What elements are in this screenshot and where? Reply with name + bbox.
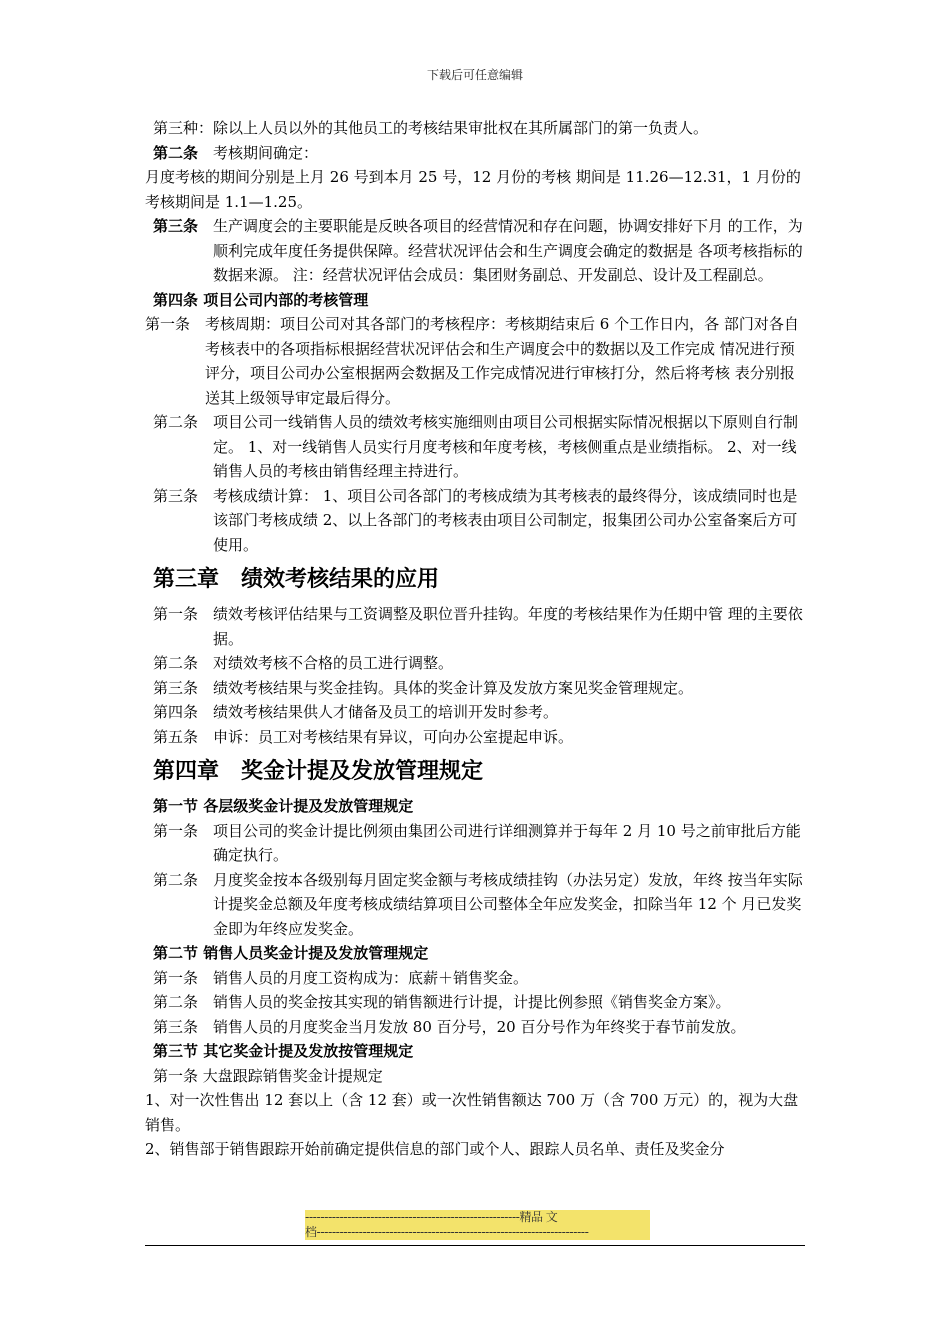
- article-period: [153, 141, 808, 166]
- article-text: 绩效考核结果与奖金挂钩。具体的奖金计算及发放方案见奖金管理规定。: [213, 678, 694, 697]
- article-label: 第二条: [153, 993, 199, 1011]
- chapter-title: 绩效考核结果的应用: [241, 567, 440, 592]
- section3-subheading: 第一条 大盘跟踪销售奖金计提规定: [153, 1066, 383, 1085]
- chapter3-article: [153, 676, 808, 701]
- page-header: 下载后可任意编辑: [426, 68, 523, 82]
- document-body: [145, 116, 808, 1162]
- section-2-heading: 第二节 销售人员奖金计提及发放管理规定: [153, 944, 429, 962]
- article-label: 第三条: [153, 217, 199, 235]
- article-label: 第二条: [153, 870, 199, 889]
- chapter-3-heading: [153, 565, 808, 595]
- article-text: 对绩效考核不合格的员工进行调整。: [213, 654, 454, 672]
- section3-paragraph: 1、对一次性售出 12 套以上（含 12 套）或一次性销售额达 700 万（含 700 万元）的，视为大盘销售。: [145, 1091, 799, 1134]
- section2-article: [153, 966, 808, 991]
- article-label: 第三条: [153, 678, 199, 697]
- article-label: 第三条: [153, 486, 199, 505]
- article-text: 考核期间确定：: [213, 143, 319, 162]
- section-1-heading: 第一节 各层级奖金计提及发放管理规定: [153, 797, 414, 815]
- article-text: 考核成绩计算： 1、项目公司各部门的考核成绩为其考核表的最终得分，该成绩同时也是该部门考核成绩 2、以上各部门的考核表由项目公司制定，报集团公司办公室备案后方可使用。: [213, 486, 798, 554]
- section3-paragraph: 2、销售部于销售跟踪开始前确定提供信息的部门或个人、跟踪人员名单、责任及奖金分: [145, 1140, 725, 1158]
- article-label: 第二条: [153, 413, 199, 431]
- footer-line-2: 档-----------------------------------------------------------------------: [305, 1225, 589, 1239]
- article-text: 生产调度会的主要职能是反映各项目的经营情况和存在问题，协调安排好下月 的工作，为顺利完成年度任务提供保障。经营状况评估会和生产调度会确定的数据是 各项考核指标的数据来源。 注：经营状况评估会成员：集团财务副总、开发副总、设计及工程副总。: [213, 217, 803, 284]
- article-text: 申诉：员工对考核结果有异议，可向办公室提起申诉。: [213, 727, 574, 746]
- article-text: 项目公司的奖金计提比例须由集团公司进行详细测算并于每年 2 月 10 号之前审批后方能确定执行。: [213, 821, 801, 864]
- article-cycle: [145, 312, 808, 410]
- article-label: 第四条: [153, 703, 199, 721]
- section-3-heading: 第三节 其它奖金计提及发放按管理规定: [153, 1042, 414, 1060]
- footer-line-1: --------------------------------------------------------精品 文: [305, 1210, 558, 1224]
- article-text: 考核周期：项目公司对其各部门的考核程序：考核期结束后 6 个工作日内，各 部门对各自考核表中的各项指标根据经营状况评估会和生产调度会中的数据以及工作完成 情况进行预评分，项目公司办公室根据两会数据及工作完成情况进行审核打分，然后将考核 表分别报送其上级领导审定最后得分。: [205, 315, 799, 407]
- article-label: 第五条: [153, 727, 199, 746]
- chapter3-article: [153, 651, 808, 676]
- chapter-number: 第四章: [153, 759, 220, 784]
- chapter3-article: [153, 725, 808, 750]
- article-label: 第二条: [153, 143, 199, 162]
- chapter-title: 奖金计提及发放管理规定: [241, 759, 484, 784]
- article-heading-internal: 第四条 项目公司内部的考核管理: [153, 290, 369, 309]
- article-dispatch-meeting: [153, 214, 808, 288]
- article-label: 第二条: [153, 654, 199, 672]
- article-text: 销售人员的月度工资构成为：底薪＋销售奖金。: [213, 968, 529, 987]
- article-label: 第一条: [153, 605, 199, 623]
- section2-article: [153, 990, 808, 1015]
- article-text: 销售人员的月度奖金当月发放 80 百分号，20 百分号作为年终奖于春节前发放。: [213, 1017, 746, 1036]
- paragraph-approval-authority: 第三种：除以上人员以外的其他员工的考核结果审批权在其所属部门的第一负责人。: [153, 119, 709, 137]
- section1-article: [153, 819, 808, 868]
- footer-divider: [145, 1245, 805, 1246]
- article-label: 第一条: [153, 968, 199, 987]
- chapter3-article: [153, 602, 808, 651]
- article-text: 销售人员的奖金按其实现的销售额进行计提，计提比例参照《销售奖金方案》。: [213, 993, 731, 1011]
- article-score-calc: [153, 484, 808, 558]
- section2-article: [153, 1015, 808, 1040]
- chapter-4-heading: [153, 757, 808, 787]
- article-label: 第三条: [153, 1017, 199, 1036]
- chapter-number: 第三章: [153, 567, 220, 592]
- chapter3-article: [153, 700, 808, 725]
- paragraph-period-detail: 月度考核的期间分别是上月 26 号到本月 25 号，12 月份的考核 期间是 11.26—12.31，1 月份的考核期间是 1.1—1.25。: [145, 168, 801, 211]
- article-text: 绩效考核评估结果与工资调整及职位晋升挂钩。年度的考核结果作为任期中管 理的主要依据。: [213, 605, 803, 648]
- footer-watermark: [305, 1210, 650, 1240]
- article-label: 第一条: [145, 315, 191, 333]
- article-text: 月度奖金按本各级别每月固定奖金额与考核成绩挂钩（办法另定）发放，年终 按当年实际计提奖金总额及年度考核成绩结算项目公司整体全年应发奖金，扣除当年 12 个 月已发奖金即为年终应发奖金。: [213, 870, 803, 938]
- article-label: 第一条: [153, 821, 199, 840]
- section1-article: [153, 868, 808, 942]
- article-text: 绩效考核结果供人才储备及员工的培训开发时参考。: [213, 703, 559, 721]
- article-sales-rules: [153, 410, 808, 484]
- article-text: 项目公司一线销售人员的绩效考核实施细则由项目公司根据实际情况根据以下原则自行制定。 1、对一线销售人员实行月度考核和年度考核，考核侧重点是业绩指标。 2、对一线销售人员的考核由销售经理主持进行。: [213, 413, 799, 480]
